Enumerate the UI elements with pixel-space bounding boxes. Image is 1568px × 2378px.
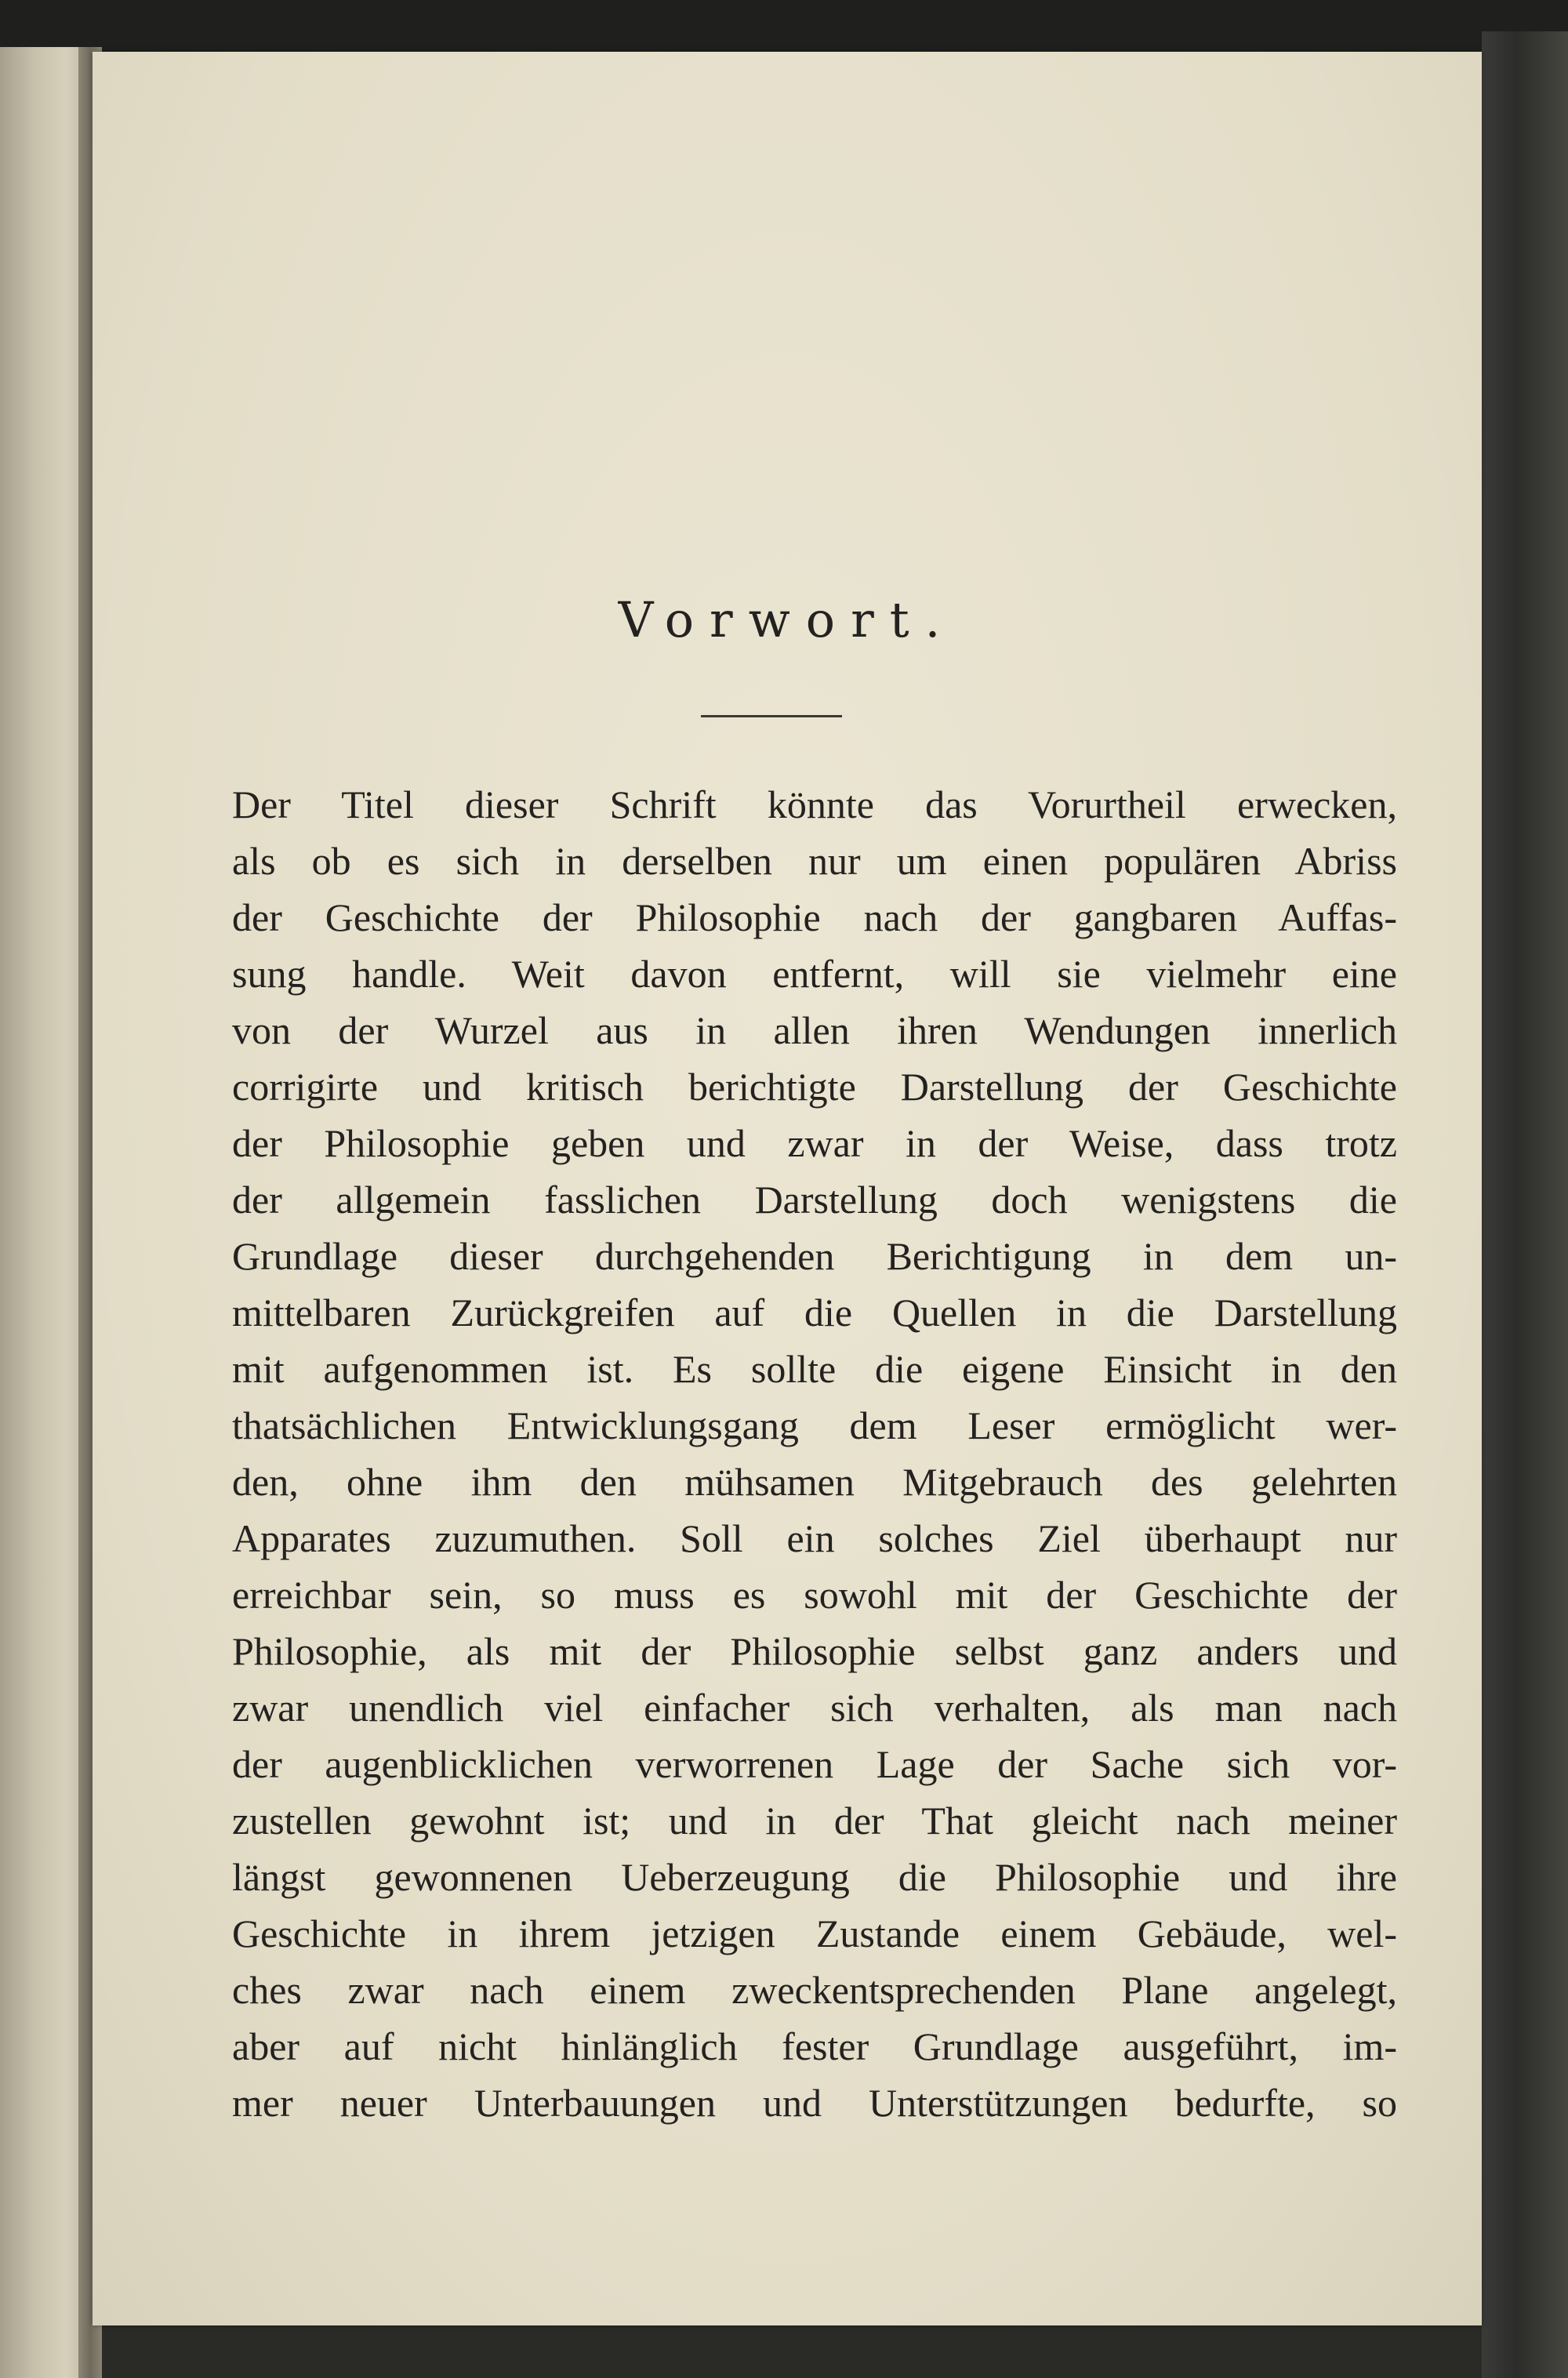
text-line: Der Titel dieser Schrift könnte das Vorurtheil erwecken, [232, 782, 1397, 826]
page-heading: Vorwort. [618, 591, 956, 648]
text-line: mittelbaren Zurückgreifen auf die Quellen in die Darstellung [232, 1291, 1397, 1334]
text-line: corrigirte und kritisch berichtigte Darstellung der Geschichte [232, 1065, 1397, 1109]
text-line: der allgemein fasslichen Darstellung doch wenigstens die [232, 1178, 1397, 1222]
text-line: den, ohne ihm den mühsamen Mitgebrauch des gelehrten [232, 1460, 1397, 1504]
text-line: der augenblicklichen verworrenen Lage der Sache sich vor- [232, 1742, 1397, 1786]
text-line: sung handle. Weit davon entfernt, will sie vielmehr eine [232, 952, 1397, 996]
text-line: als ob es sich in derselben nur um einen populären Abriss [232, 839, 1397, 883]
text-line: thatsächlichen Entwicklungsgang dem Leser ermöglicht wer- [232, 1403, 1397, 1447]
text-line: der Philosophie geben und zwar in der Weise, dass trotz [232, 1121, 1397, 1165]
text-line: mer neuer Unterbauungen und Unterstützungen bedurfte, so [232, 2081, 1397, 2125]
text-line: aber auf nicht hinlänglich fester Grundlage ausgeführt, im- [232, 2024, 1397, 2068]
text-line: zwar unendlich viel einfacher sich verhalten, als man nach [232, 1686, 1397, 1730]
text-line: von der Wurzel aus in allen ihren Wendungen innerlich [232, 1008, 1397, 1052]
text-line: Apparates zuzumuthen. Soll ein solches Ziel überhaupt nur [232, 1516, 1397, 1560]
book-cover-edge [1482, 31, 1568, 2378]
text-line: Geschichte in ihrem jetzigen Zustande einem Gebäude, wel- [232, 1911, 1397, 1955]
text-line: Grundlage dieser durchgehenden Berichtigung in dem un- [232, 1234, 1397, 1278]
text-line: erreichbar sein, so muss es sowohl mit der Geschichte der [232, 1573, 1397, 1617]
text-line: mit aufgenommen ist. Es sollte die eigene Einsicht in den [232, 1347, 1397, 1391]
text-line: ches zwar nach einem zweckentsprechenden Plane angelegt, [232, 1968, 1397, 2012]
text-line: längst gewonnenen Ueberzeugung die Philosophie und ihre [232, 1855, 1397, 1899]
body-text [232, 776, 1397, 2131]
book-cover-top [0, 0, 1568, 55]
text-line: Philosophie, als mit der Philosophie selbst ganz anders und [232, 1629, 1397, 1673]
text-line: zustellen gewohnt ist; und in der That gleicht nach meiner [232, 1799, 1397, 1842]
heading-rule [701, 715, 842, 717]
text-line: der Geschichte der Philosophie nach der gangbaren Auffas- [232, 895, 1397, 939]
book-page [93, 52, 1482, 2325]
